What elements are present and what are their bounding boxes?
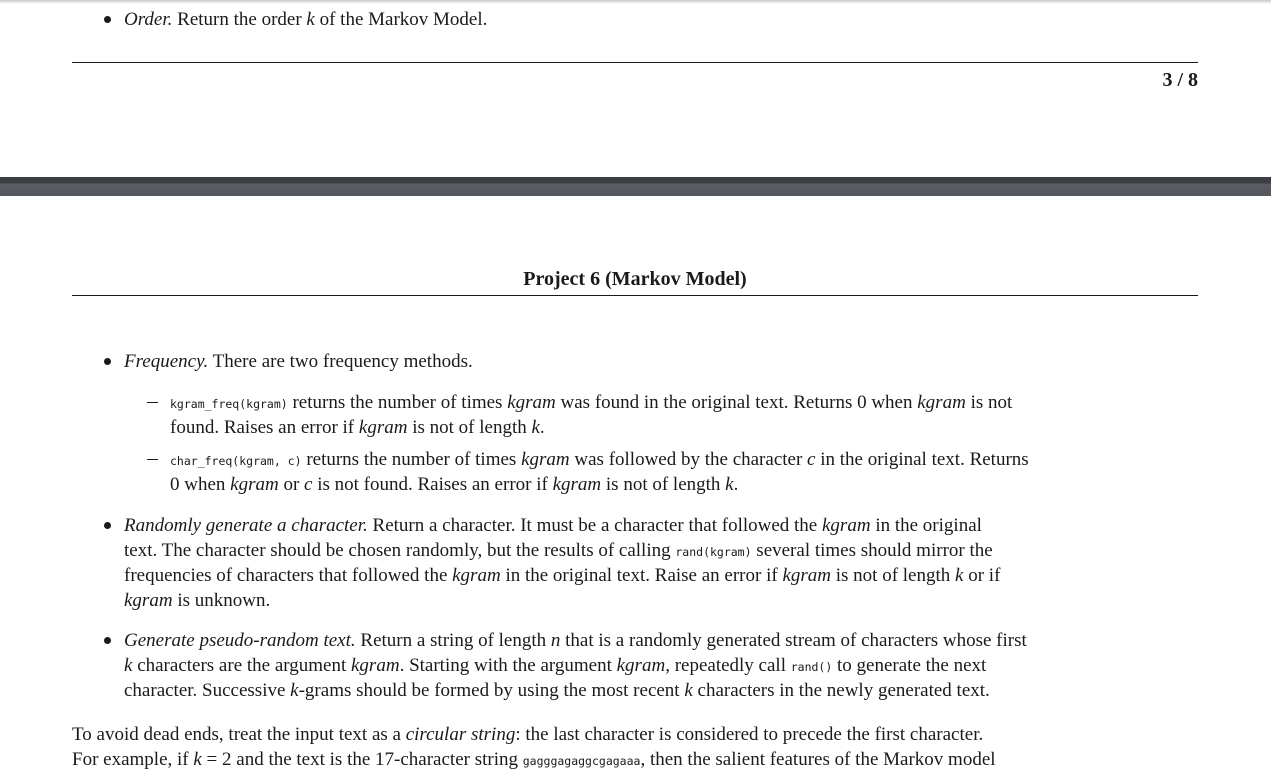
- closing-line1: [72, 722, 1198, 747]
- text: , then the salient features of the Markov model: [640, 749, 996, 770]
- frequency-item: [124, 349, 473, 374]
- var-kgram: kgram: [616, 655, 666, 676]
- text: . Starting with the argument: [399, 655, 617, 676]
- generate-line2: [124, 653, 1198, 680]
- text: is not of length: [831, 565, 956, 586]
- text: Return a character. It must be a character that followed the: [367, 515, 822, 536]
- var-kgram: kgram: [351, 655, 400, 676]
- order-text: Return the order: [172, 9, 307, 30]
- text: Return a string of length: [355, 630, 551, 651]
- text: several times should mirror the: [751, 540, 993, 561]
- order-item: [124, 7, 487, 32]
- var-kgram: kgram: [822, 515, 871, 536]
- text: is not of length: [407, 417, 532, 438]
- var-k: k: [725, 474, 734, 495]
- kgram-freq-code: kgram_freq(kgram): [170, 397, 288, 411]
- order-k: k: [306, 9, 315, 30]
- var-kgram: kgram: [521, 449, 570, 470]
- bullet-frequency: [104, 358, 111, 365]
- text: -grams should be formed by using the most recent: [298, 680, 685, 701]
- text: = 2 and the text is the 17-character string: [201, 749, 523, 770]
- char-freq-line2: [170, 472, 738, 497]
- var-c: c: [304, 474, 313, 495]
- page-gap: [0, 177, 1271, 196]
- text: was found in the original text. Returns 0 when: [555, 392, 918, 413]
- random-char-term: Randomly generate a character.: [124, 515, 368, 536]
- text: returns the number of times: [301, 449, 522, 470]
- viewer-top-shadow: [0, 0, 1271, 4]
- text: in the original text. Raise an error if: [500, 565, 783, 586]
- example-string-code: gagggagaggcgagaaa: [522, 754, 641, 768]
- text: .: [733, 474, 739, 495]
- order-text-end: of the Markov Model.: [314, 9, 488, 30]
- running-header-title: Project 6 (Markov Model): [523, 268, 747, 290]
- text: or: [278, 474, 305, 495]
- char-freq-line1: [170, 447, 1198, 474]
- dash-sub2: [147, 459, 158, 460]
- var-k: k: [955, 565, 964, 586]
- var-k: k: [290, 680, 299, 701]
- var-k: k: [124, 655, 133, 676]
- header-rule: [72, 295, 1198, 296]
- circular-string-term: circular string: [405, 724, 516, 745]
- frequency-text: There are two frequency methods.: [208, 351, 473, 372]
- dash-sub1: [147, 402, 158, 403]
- var-kgram: kgram: [230, 474, 279, 495]
- var-n: n: [550, 630, 561, 651]
- text: found. Raises an error if: [170, 417, 359, 438]
- kgram-freq-line1: [170, 390, 1198, 417]
- text: character. Successive: [124, 680, 291, 701]
- bullet-order: [104, 16, 111, 23]
- rand-kgram-code: rand(kgram): [675, 545, 752, 559]
- var-kgram: kgram: [782, 565, 831, 586]
- pdf-page-3: [0, 0, 1271, 177]
- text: 0 when: [170, 474, 231, 495]
- random-char-line4: [124, 588, 270, 613]
- text: , repeatedly call: [665, 655, 791, 676]
- frequency-term: Frequency.: [124, 351, 209, 372]
- text: or if: [963, 565, 1001, 586]
- text: .: [539, 417, 545, 438]
- text: to generate the next: [832, 655, 987, 676]
- var-kgram: kgram: [124, 590, 173, 611]
- random-char-line3: [124, 563, 1198, 588]
- text: is not: [965, 392, 1013, 413]
- generate-line3: [124, 678, 990, 703]
- text: that is a randomly generated stream of characters whose first: [560, 630, 1027, 651]
- rand-code: rand(): [790, 660, 833, 674]
- text: characters in the newly generated text.: [692, 680, 990, 701]
- text: For example, if: [72, 749, 194, 770]
- var-k: k: [531, 417, 540, 438]
- footer-rule: [72, 62, 1198, 63]
- text: text. The character should be chosen randomly, but the results of calling: [124, 540, 676, 561]
- text: is unknown.: [172, 590, 271, 611]
- var-kgram: kgram: [507, 392, 556, 413]
- text: in the original: [870, 515, 982, 536]
- bullet-generate: [104, 637, 111, 644]
- bullet-random-char: [104, 522, 111, 529]
- page-number: 3 / 8: [1162, 69, 1198, 91]
- pdf-page-4: [0, 196, 1271, 770]
- random-char-line2: [124, 538, 1198, 565]
- text: is not of length: [601, 474, 726, 495]
- var-kgram: kgram: [917, 392, 966, 413]
- text: To avoid dead ends, treat the input text as a: [72, 724, 406, 745]
- kgram-freq-line2: [170, 415, 545, 440]
- order-term: Order.: [124, 9, 173, 30]
- text: characters are the argument: [132, 655, 351, 676]
- text: was followed by the character: [569, 449, 808, 470]
- text: returns the number of times: [287, 392, 508, 413]
- text: frequencies of characters that followed the: [124, 565, 453, 586]
- var-c: c: [807, 449, 816, 470]
- text: : the last character is considered to precede the first character.: [515, 724, 984, 745]
- var-k: k: [684, 680, 693, 701]
- var-kgram: kgram: [552, 474, 602, 495]
- generate-line1: [124, 628, 1198, 653]
- var-kgram: kgram: [358, 417, 408, 438]
- var-kgram: kgram: [452, 565, 501, 586]
- var-k: k: [193, 749, 202, 770]
- text: is not found. Raises an error if: [312, 474, 553, 495]
- closing-line2: [72, 747, 1198, 774]
- char-freq-code: char_freq(kgram, c): [170, 454, 302, 468]
- generate-term: Generate pseudo-random text.: [124, 630, 356, 651]
- random-char-line1: [124, 513, 1198, 538]
- text: in the original text. Returns: [815, 449, 1029, 470]
